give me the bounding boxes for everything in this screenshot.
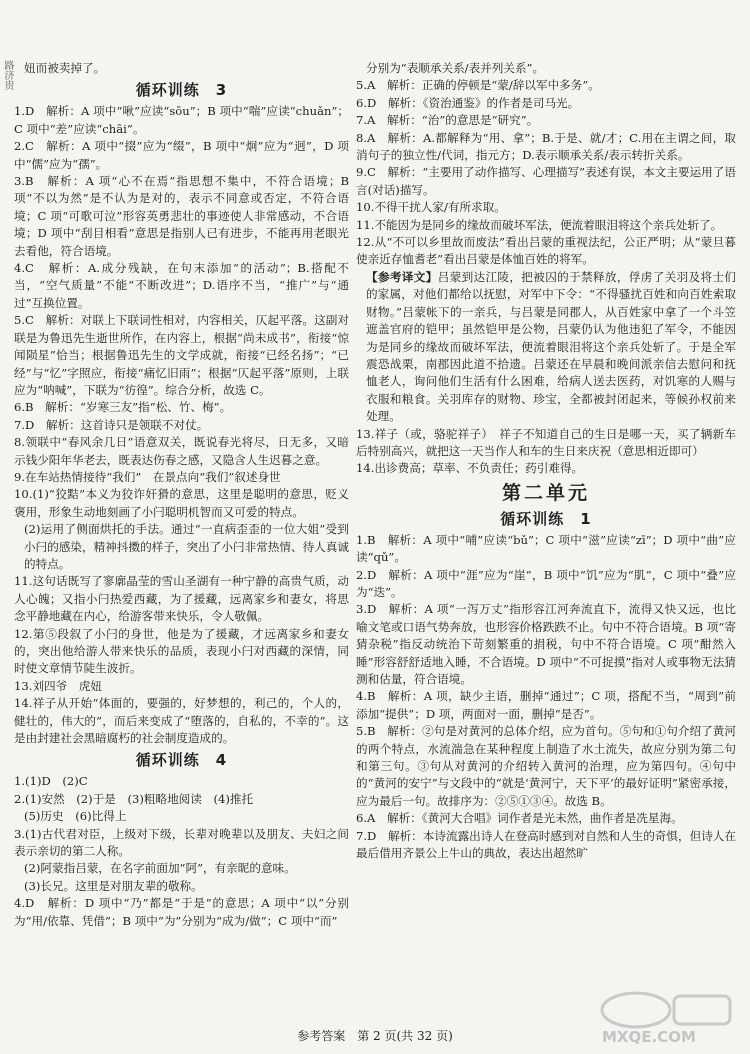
watermark-logo	[596, 988, 736, 1046]
section-title-cycle-3: 循环训练 3	[135, 81, 228, 100]
answer-item: 13.刘四爷 虎妞	[14, 678, 103, 693]
reference-text: 吕蒙到达江陵，把被囚的于禁释放，俘虏了关羽及将士们的家属，对他们都给以抚慰，对军中下令：“不得骚扰百姓和向百姓索取财物。”吕蒙帐下的一亲兵，与吕蒙是同郡人，从百姓家中拿了一个斗笠遮盖官府的铠甲；虽然铠甲是公物，吕蒙仍认为他违犯了军令，不能因为是同乡的缘故而破坏军法，便流着眼泪将这个亲兵处斩了。于是全军震恐战栗，南郡因此道不拾遗。吕蒙还在早晨和晚间派亲信去慰问和抚恤老人，询问他们生活有什么困难，给病人送去医药，对饥寒的人赐与衣服和粮食。关羽库存的财物、珍宝，全都被封闭起来，等候孙权前来处理。	[366, 269, 736, 424]
answer-item: 2.D 解析：A 项中“涯”应为“崖”，B 项中“饥”应为“肌”，C 项中“叠”应为“迭”。	[356, 567, 736, 599]
answer-item: 9.C 解析：“主要用了动作描写、心理描写”表述有误，本文主要运用了语言(对话)描写。	[356, 165, 736, 197]
svg-text:MXQE.COM: MXQE.COM	[602, 1028, 696, 1046]
answer-item: 5.C 解析：对联上下联词性相对，内容相关，仄起平落。这副对联是为鲁迅先生逝世所作，在内容上，根据“尚未成书”，衔接“惊闻陨星”恰当；根据鲁迅先生的文学成就，衔接“已经名扬”；“已经”与“忆”字照应，衔接“痛忆旧雨”；根据“仄起平落”原则，上联应为“呐喊”，下联为“彷徨”。综合分析，故选 C。	[14, 313, 349, 397]
answer-item: 1.B 解析：A 项中“哺”应读“bǔ”；C 项中“滋”应读“zī”；D 项中“曲”应读“qǔ”。	[356, 532, 736, 565]
answer-item: 8.领联中“春风余几日”语意双关，既说春光将尽，日无多，又暗示钱少阳年华老去，既表达伤春之感，又隐含人生迟暮之意。	[14, 435, 349, 467]
section-title-unit2-cycle-1: 循环训练 1	[500, 509, 592, 528]
answer-item: 5.A 解析：正确的停顿是“蒙/辞以军中多务”。	[356, 78, 600, 93]
answer-item: 7.A 解析：“治”的意思是“研究”。	[356, 113, 539, 128]
answer-item: 3.D 解析：A 项“一泻万丈”指形容江河奔流直下，流得又快又远，也比喻文笔或口语气势奔放，也形容价格跌跌不止。句中不符合语境。B 项“寄猜杂税”指反动统治下苛刻繁重的捐税，句中不符合语境。C 项“酣然入睡”形容舒舒适地入睡，不合语境。D 项中“不可捉摸”指对人或事物无法猜测和估量，符合语境。	[356, 602, 736, 686]
answer-item: 13.祥子（或，骆驼祥子） 祥子不知道自己的生日是哪一天，买了辆新车后特别高兴，就把这一天当作人和车的生日来庆祝（意思相近即可）	[356, 426, 736, 458]
answer-item: 2.C 解析：A 项中“掇”应为“缀”，B 项中“炯”应为“迥”，D 项中“儒”应为“孺”。	[14, 139, 349, 171]
answer-item: 14.出诊费高；草率、不负责任；药引难得。	[356, 461, 584, 476]
answer-item: 6.D 解析：《资治通鉴》的作者是司马光。	[356, 95, 580, 110]
answer-item: (3)长兄。这里是对朋友辈的敬称。	[24, 878, 203, 893]
answer-item: 3.B 解析：A 项“心不在焉”指思想不集中，不符合语境；B 项“不以为然”是不认为是对的，表示不同意或否定，不符合语境；C 项“可歌可泣”形容英勇悲壮的事迹使人非常感动，不合语境；D 项中“刮目相看”意思是指别人已有进步，不能再用老眼光去看他，符合语境。	[14, 174, 349, 258]
answer-item: 14.祥子从开始“体面的，要强的，好梦想的，利己的，个人的，健壮的，伟大的”，而后来变成了“堕落的，自私的，不幸的”。这是由封建社会黑暗腐朽的社会制度造成的。	[14, 696, 349, 746]
answer-item: 10.不得干扰人家/有所求取。	[356, 200, 506, 215]
right-column	[356, 60, 736, 862]
carry-over-text: 妞而被卖掉了。	[24, 61, 106, 75]
answer-item: 分别为“表顺承关系/表并列关系”。	[366, 61, 545, 75]
answer-item: 5.B 解析：②句是对黄河的总体介绍，应为首句。⑤句和①句介绍了黄河的两个特点，水流湍急在某种程度上制造了水土流失，故应分别为第二句和第三句。③句从对黄河的介绍转入黄河的治理，应为第四句。④句中的“黄河的安宁”与文段中的“就是‘黄河宁，天下平’的最好证明”紧密承接，应为最后一句。故排序为：②⑤①③④。故选 B。	[356, 724, 736, 808]
answer-item: 1.D 解析：A 项中“啾”应读“sōu”；B 项中“喘”应读“chuǎn”；C 项中“差”应读“chāi”。	[14, 104, 349, 136]
answer-item: 3.(1)古代君对臣，上级对下级，长辈对晚辈以及朋友、夫妇之间表示亲切的第二人称。	[14, 826, 349, 859]
section-title-cycle-4: 循环训练 4	[135, 751, 228, 770]
answer-item: 4.B 解析：A 项，缺少主语，删掉“通过”；C 项，搭配不当，“周到”前添加“提供”；D 项，两面对一面，删掉“是否”。	[356, 689, 736, 721]
answer-item: 7.D 解析：本诗流露出诗人在登高时感到对自然和人生的奇惧，但诗人在最后借用齐景公上牛山的典故，表达出超然旷	[356, 828, 736, 861]
answer-item: (5)历史 (6)比得上	[24, 809, 127, 824]
answer-item: 7.D 解析：这首诗只是领联不对仗。	[14, 417, 209, 432]
answer-item: 10.(1)“狡黠”本义为狡诈奸猾的意思，这里是聪明的意思，贬义褒用，形象生动地刻画了小闩聪明机智而又可爱的特点。	[14, 487, 349, 519]
answer-item: (2)阿蒙指吕蒙，在名字前面加“阿”，有亲昵的意味。	[24, 861, 296, 876]
answer-list-cycle-3	[14, 103, 349, 747]
answer-item: (2)运用了侧面烘托的手法。通过“一直病歪歪的一位大姐”受到小闩的感染，精神抖擞的样子，突出了小闩非常热情、待人真诚的特点。	[24, 522, 349, 571]
left-column	[14, 60, 349, 930]
answer-item: 8.A 解析：A.都解释为“用、拿”；B.于是、就/才；C.用在主谓之间，取消句子的独立性/代词，指元方；D.表示顺承关系/表示转折关系。	[356, 130, 736, 163]
reference-label: 【参考译文】	[366, 269, 438, 284]
answer-item: 12.从“不可以乡里故而废法”看出吕蒙的重视法纪，公正严明；从“蒙旦暮使亲近存恤耆老”看出吕蒙是体恤百姓的将军。	[356, 235, 736, 267]
answer-item: 1.(1)D (2)C	[14, 774, 88, 789]
reference-translation	[356, 269, 736, 426]
answer-item: 6.A 解析：《黄河大合唱》词作者是光未然，曲作者是冼星海。	[356, 811, 683, 826]
answer-item: 4.C 解析：A.成分残缺，在句末添加“的活动”；B.搭配不当，“空气质量”不能“不断改进”；D.语序不当，“推广”与“通过”互换位置。	[14, 261, 349, 310]
answer-item: 4.D 解析：D 项中“乃”都是“于是”的意思；A 项中“以”分别为“用/依靠、凭借”；B 项中“为”分别为“成为/做”；C 项中“而”	[14, 896, 349, 928]
answer-item: 6.B 解析：“岁寒三友”指“松、竹、梅”。	[14, 400, 232, 415]
answer-item: 12.第⑤段叙了小闩的身世，他是为了援藏，才远离家乡和妻女的，突出他给游人带来快乐的品质，表现小闩对西藏的深情，同时使文章情节陡生波折。	[14, 626, 349, 676]
binding-edge-text	[0, 60, 13, 90]
answer-item: 9.在车站热情接待“我们” 在景点向“我们”叙述身世	[14, 469, 281, 484]
answer-list-unit2-cycle-1	[356, 532, 736, 863]
page-footer: 参考答案 第 2 页(共 32 页)	[297, 1029, 453, 1043]
answer-list-cycle-4	[14, 773, 349, 930]
answer-item: 11.这句话既写了寥廓晶莹的雪山圣湖有一种宁静的高贵气质，动人心魄；又指小闩热爱西藏，为了援藏，远离家乡和妻女，将思念平静地藏在内心，给游客带来快乐，令人敬佩。	[14, 574, 349, 624]
answer-item: 2.(1)安然 (2)于是 (3)粗略地阅读 (4)推托	[14, 791, 254, 806]
answer-list-cycle-4-end	[356, 426, 736, 478]
answer-item: 11.不能因为是同乡的缘故而破坏军法，便流着眼泪将这个亲兵处斩了。	[356, 217, 723, 232]
unit-title: 第二单元	[501, 481, 590, 504]
edge-chars: 路济贵	[2, 60, 13, 90]
answer-list-cycle-4-cont	[356, 60, 736, 269]
